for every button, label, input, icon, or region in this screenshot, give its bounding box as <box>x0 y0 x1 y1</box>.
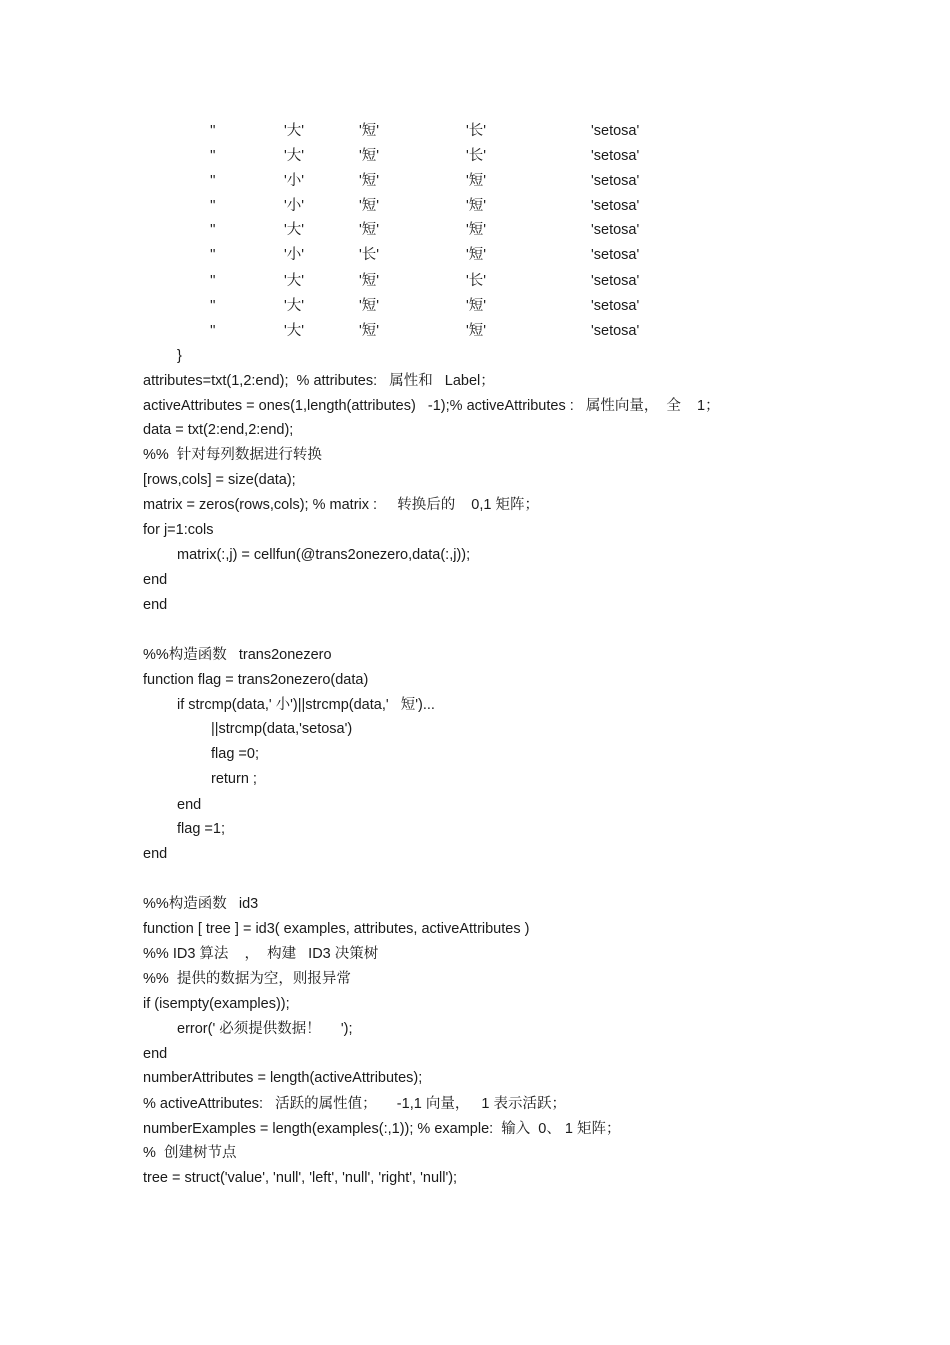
table-row <box>0 170 950 192</box>
table-cell: 'setosa' <box>591 148 640 164</box>
table-cell: '大' <box>284 148 305 164</box>
table-cell: 'setosa' <box>591 323 640 339</box>
code-line: end <box>143 1046 168 1062</box>
code-line: numberExamples = length(examples(:,1)); % example: 输入 0、 1 矩阵； <box>143 1121 621 1137</box>
table-cell: '大' <box>284 298 305 314</box>
table-cell: 'setosa' <box>591 123 640 139</box>
table-cell: '长' <box>466 123 487 139</box>
code-comment: %% 针对每列数据进行转换 <box>143 447 322 463</box>
table-cell: '' <box>210 123 216 139</box>
table-cell: 'setosa' <box>591 247 640 263</box>
table-cell: '短' <box>466 173 487 189</box>
code-line: data = txt(2:end,2:end); <box>143 422 294 438</box>
table-cell: 'setosa' <box>591 298 640 314</box>
code-comment: %% 提供的数据为空，则报异常 <box>143 971 351 987</box>
table-row <box>0 120 950 142</box>
table-cell: '短' <box>359 148 380 164</box>
code-line: matrix(:,j) = cellfun(@trans2onezero,data(:,j)); <box>177 547 471 563</box>
table-cell: '短' <box>466 198 487 214</box>
code-line: numberAttributes = length(activeAttributes); <box>143 1070 423 1086</box>
table-cell: '短' <box>359 123 380 139</box>
table-cell: '长' <box>466 273 487 289</box>
code-line: function flag = trans2onezero(data) <box>143 672 369 688</box>
table-row <box>0 320 950 342</box>
code-line: error(' 必须提供数据！ '); <box>177 1021 353 1037</box>
code-line: tree = struct('value', 'null', 'left', 'null', 'right', 'null'); <box>143 1170 458 1186</box>
table-cell: '小' <box>284 247 305 263</box>
code-line: if strcmp(data,' 小')||strcmp(data,' 短')... <box>177 697 435 713</box>
code-line: attributes=txt(1,2:end); % attributes: 属性和 Label； <box>143 373 495 389</box>
code-line: } <box>177 348 182 364</box>
code-line: flag =0; <box>211 746 259 762</box>
code-line: if (isempty(examples)); <box>143 996 290 1012</box>
code-comment: % 创建树节点 <box>143 1145 237 1161</box>
table-row <box>0 195 950 217</box>
table-cell: '长' <box>466 148 487 164</box>
code-line: ||strcmp(data,'setosa') <box>211 721 353 737</box>
table-cell: '大' <box>284 273 305 289</box>
code-comment: %%构造函数 id3 <box>143 896 259 912</box>
table-cell: '' <box>210 148 216 164</box>
table-row <box>0 270 950 292</box>
code-line: function [ tree ] = id3( examples, attributes, activeAttributes ) <box>143 921 530 937</box>
table-cell: '短' <box>466 247 487 263</box>
table-cell: 'setosa' <box>591 273 640 289</box>
code-line: for j=1:cols <box>143 522 214 538</box>
code-line: [rows,cols] = size(data); <box>143 472 296 488</box>
table-cell: '小' <box>284 198 305 214</box>
table-cell: '大' <box>284 123 305 139</box>
table-cell: '短' <box>466 298 487 314</box>
code-line: end <box>143 572 168 588</box>
table-cell: '短' <box>466 323 487 339</box>
code-comment: % activeAttributes: 活跃的属性值； -1,1 向量， 1 表示活跃； <box>143 1096 566 1112</box>
table-cell: '' <box>210 273 216 289</box>
table-cell: '' <box>210 323 216 339</box>
table-cell: '小' <box>284 173 305 189</box>
table-cell: '' <box>210 173 216 189</box>
code-line: matrix = zeros(rows,cols); % matrix : 转换后的 0,1 矩阵； <box>143 497 539 513</box>
table-row <box>0 244 950 266</box>
table-cell: '短' <box>359 273 380 289</box>
table-cell: '大' <box>284 323 305 339</box>
table-row <box>0 219 950 241</box>
table-cell: '短' <box>359 298 380 314</box>
code-line: end <box>143 597 168 613</box>
table-cell: '' <box>210 298 216 314</box>
table-cell: '大' <box>284 222 305 238</box>
code-line: flag =1; <box>177 821 225 837</box>
table-cell: 'setosa' <box>591 173 640 189</box>
table-cell: '' <box>210 247 216 263</box>
table-cell: '短' <box>359 323 380 339</box>
code-line: activeAttributes = ones(1,length(attributes) -1);% activeAttributes : 属性向量， 全 1； <box>143 398 720 414</box>
table-row <box>0 145 950 167</box>
table-cell: '' <box>210 198 216 214</box>
code-comment: %%构造函数 trans2onezero <box>143 647 332 663</box>
table-cell: '长' <box>359 247 380 263</box>
code-comment: %% ID3 算法 ， 构建 ID3 决策树 <box>143 946 379 962</box>
table-cell: '短' <box>466 222 487 238</box>
code-line: end <box>143 846 168 862</box>
code-line: end <box>177 797 202 813</box>
table-cell: '短' <box>359 173 380 189</box>
table-cell: '短' <box>359 222 380 238</box>
table-cell: '短' <box>359 198 380 214</box>
table-cell: 'setosa' <box>591 198 640 214</box>
table-cell: 'setosa' <box>591 222 640 238</box>
table-cell: '' <box>210 222 216 238</box>
table-row <box>0 295 950 317</box>
code-line: return ; <box>211 771 257 787</box>
